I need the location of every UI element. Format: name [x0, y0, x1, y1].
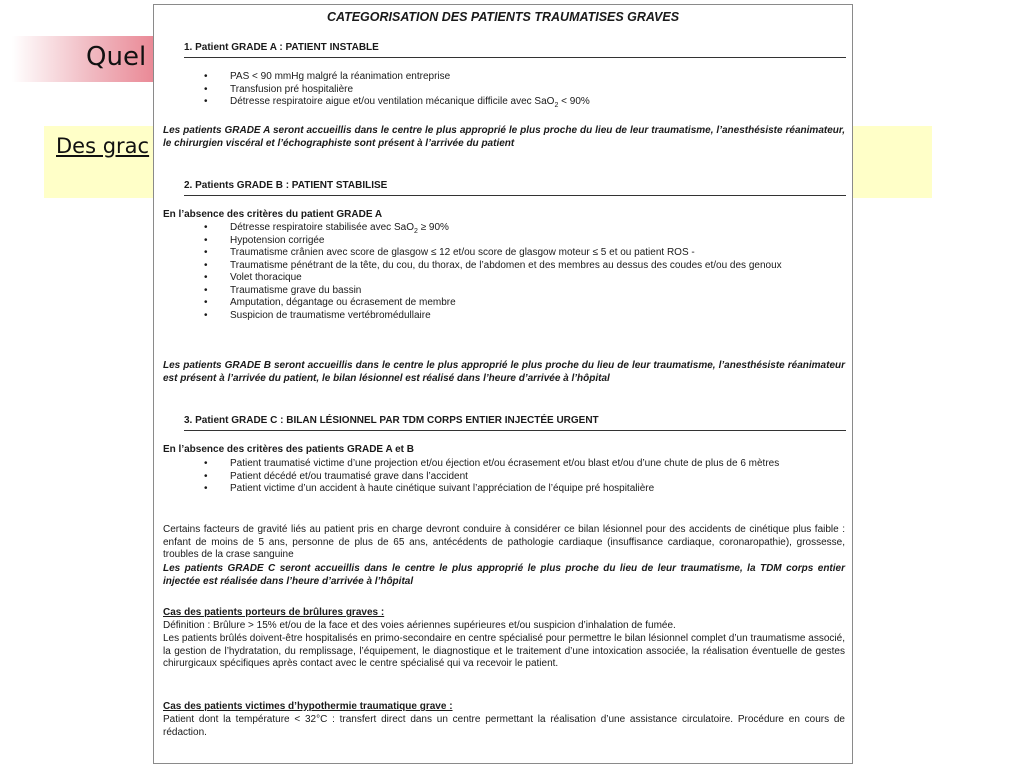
- grade-c-criteria-list: [200, 458, 840, 496]
- slide-subtitle: Des grac: [56, 134, 150, 158]
- list-item: • Patient traumatisé victime d’une projection et/ou éjection et/ou écrasement et/ou blast et/ou d’une chute de plus de 6 mètres: [200, 458, 840, 471]
- burns-text: Les patients brûlés doivent-être hospitalisés en primo-secondaire en centre spécialisé pour permettre le bilan lésionnel complet d’un traumatisme associé, la gestion de l’hydratation, du remplissage, l’équipement, le diagnostique et le traitement d’une intoxication associée, la réalisation éventuelle de gestes chirurgicaux spécifiques après contact avec le centre spécialisé qui va recevoir le patient.: [163, 633, 845, 669]
- section-heading-grade-c: 3. Patient GRADE C : BILAN LÉSIONNEL PAR TDM CORPS ENTIER INJECTÉE URGENT: [184, 415, 846, 431]
- list-item: • Suspicion de traumatisme vertébromédullaire: [200, 310, 840, 323]
- list-item: • Traumatisme crânien avec score de glasgow ≤ 12 et/ou score de glasgow moteur ≤ 5 et ou patient ROS -: [200, 247, 840, 260]
- burns-definition: Définition : Brûlure > 15% et/ou de la face et des voies aériennes supérieures et/ou suspicion d’inhalation de fumée.: [163, 620, 676, 631]
- grade-c-intro: En l’absence des critères des patients GRADE A et B: [163, 444, 415, 455]
- document-sheet: [153, 4, 853, 764]
- list-item: • Détresse respiratoire stabilisée avec SaO$_2$ ≥ 90%: [200, 222, 840, 235]
- list-item: • Amputation, dégantage ou écrasement de membre: [200, 297, 840, 310]
- list-item: • Transfusion pré hospitalière: [200, 84, 840, 97]
- list-item: • Patient décédé et/ou traumatisé grave dans l’accident: [200, 471, 840, 484]
- grade-a-criteria-list: [200, 71, 840, 109]
- section-heading-grade-a: 1. Patient GRADE A : PATIENT INSTABLE: [184, 42, 846, 58]
- slide-title: Quel: [86, 42, 147, 72]
- grade-c-note: Certains facteurs de gravité liés au patient pris en charge devront conduire à considérer ce bilan lésionnel pour des accidents de cinétique plus faible : enfant de moins de 5 ans, personne de plus de 65 ans, antécédents de pathologie cardiaque (insuffisance cardiaque, coronaropathie), grossesse, troubles de la crase sanguine: [163, 524, 845, 560]
- hypothermia-heading: Cas des patients victimes d’hypothermie traumatique grave :: [163, 701, 453, 712]
- list-item: • Hypotension corrigée: [200, 235, 840, 248]
- list-item: • PAS < 90 mmHg malgré la réanimation entreprise: [200, 71, 840, 84]
- list-item: • Traumatisme grave du bassin: [200, 285, 840, 298]
- grade-b-conclusion: Les patients GRADE B seront accueillis dans le centre le plus approprié le plus proche du lieu de leur traumatisme, l’anesthésiste réanimateur est présent à l’arrivée du patient, le bilan lésionnel est réalisé dans l’heure d’arrivée à l’hôpital: [163, 360, 845, 384]
- list-item: • Volet thoracique: [200, 272, 840, 285]
- burns-heading: Cas des patients porteurs de brûlures graves :: [163, 607, 385, 618]
- document-title: CATEGORISATION DES PATIENTS TRAUMATISES GRAVES: [326, 10, 680, 24]
- list-item: • Détresse respiratoire aigue et/ou ventilation mécanique difficile avec SaO$_2$ < 90%: [200, 96, 840, 109]
- section-heading-grade-b: 2. Patients GRADE B : PATIENT STABILISE: [184, 180, 846, 196]
- list-item: • Patient victime d’un accident à haute cinétique suivant l’appréciation de l’équipe pré hospitalière: [200, 483, 840, 496]
- grade-a-conclusion: Les patients GRADE A seront accueillis dans le centre le plus approprié le plus proche du lieu de leur traumatisme, l’anesthésiste réanimateur, le chirurgien viscéral et l’échographiste sont présent à l’arrivée du patient: [163, 125, 845, 149]
- grade-b-intro: En l’absence des critères du patient GRADE A: [163, 209, 383, 220]
- list-item: • Traumatisme pénétrant de la tête, du cou, du thorax, de l’abdomen et des membres au dessus des coudes et/ou des genoux: [200, 260, 840, 273]
- grade-b-criteria-list: [200, 222, 840, 322]
- hypothermia-text: Patient dont la température < 32°C : transfert direct dans un centre permettant la réalisation d’une assistance circulatoire. Procédure en cours de rédaction.: [163, 714, 845, 738]
- grade-c-conclusion: Les patients GRADE C seront accueillis dans le centre le plus approprié le plus proche du lieu de leur traumatisme, la TDM corps entier injectée est réalisée dans l’heure d’arrivée à l’hôpital: [163, 563, 845, 587]
